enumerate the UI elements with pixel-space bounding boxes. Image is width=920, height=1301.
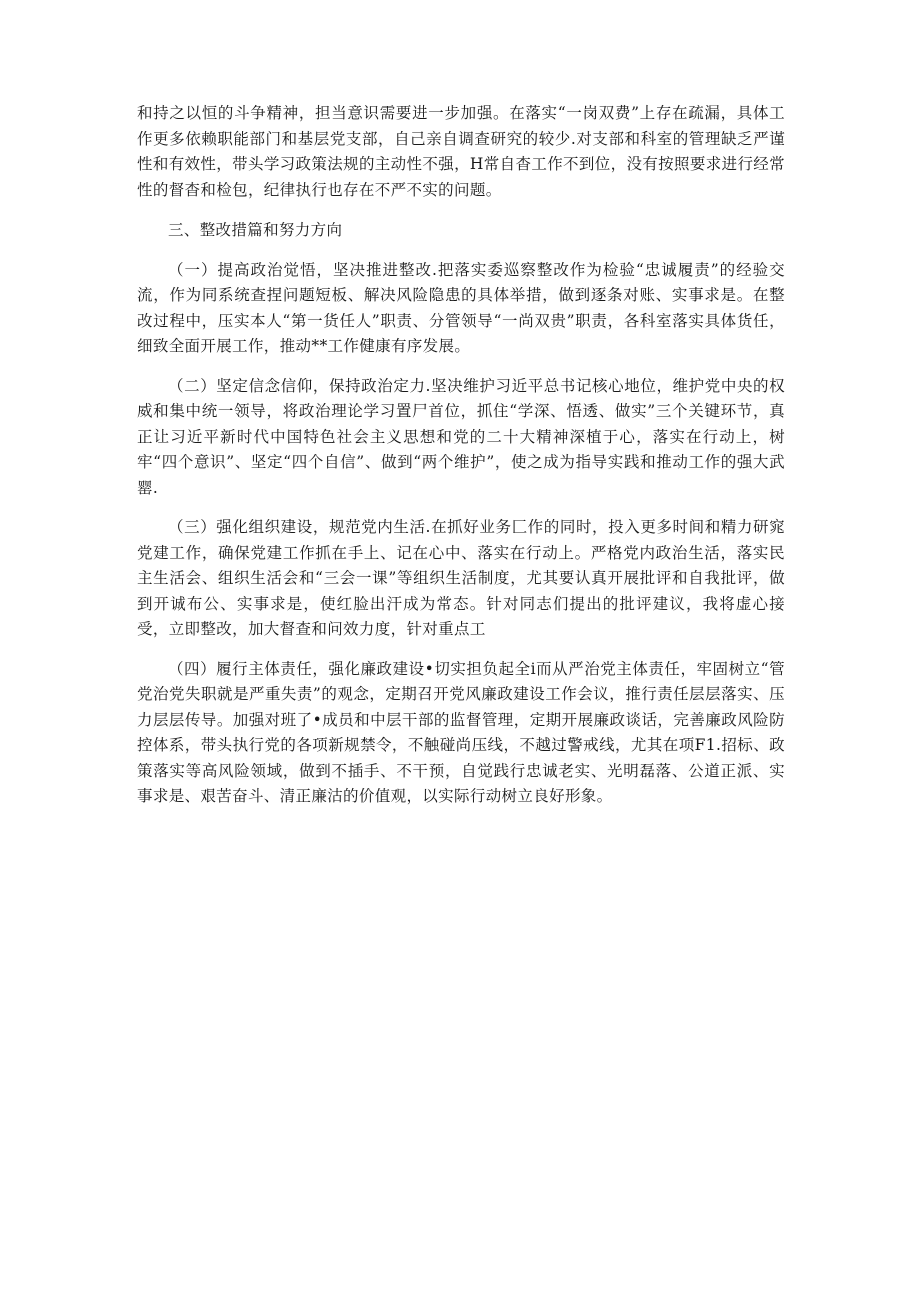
paragraph-measure-2: （二）坚定信念信仰，保持政治定力.坚决维护习近平总书记核心地位，维护党中央的权威和集中统一领导，将政治理论学习置尸首位，抓住“学深、悟透、做实”三个关键环节，真正让习近平新时代中国特色社会主义思想和党的二十大精神深植于心，落实在行动上，树牢“四个意识”、坚定“四个自信”、做到“两个维护”，使之成为指导实践和推动工作的强大武罂. <box>137 376 785 497</box>
paragraph-measure-4: （四）履行主体责任，强化廉政建设•切实担负起全i而从严治党主体责任，牢固树立“管党治党失职就是严重失责”的观念，定期召开党风廉政建设工作会议，推行责任层层落实、压力层层传导。加强对班了•成员和中层干部的监督管理，定期开展廉政谈话，完善廉政风险防控体系，带头执行党的各项新规禁令，不触碰尚压线，不越过警戒线，尤其在项F1.招标、政策落实等高风险领域，做到不插手、不干预，自觉践行忠诚老实、光明磊落、公道正派、实事求是、艰苦奋斗、清正廉沽的价值观，以实际行动树立良好形象。 <box>137 659 785 805</box>
paragraph-measure-3: （三）强化组织建设，规范党内生活.在抓好业务匚作的同时，投入更多时间和精力研窕党建工作，确保党建工作抓在手上、记在心中、落实在行动上。严格党内政治生活，落实民主生活会、组织生活会和“三会一课”等组织生活制度，尤其要认真开展批评和自我批评，做到开诚布公、实事求是，使红脸出汗成为常态。针对同志们提出的批评建议，我将虚心接受，立即整改，加大督查和问效力度，针对重点工 <box>137 518 785 638</box>
paragraph-continuation: 和持之以恒的斗争精神，担当意识需要进一步加强。在落实“一岗双费”上存在疏漏，具体工作更多依赖职能部门和基层党支部，自己亲自调查研究的较少.对支部和科室的管理缺乏严谨性和有效性，带头学习政策法规的主动性不强，H常自杳工作不到位，没有按照要求进行经常性的督杳和检包，纪律执行也存在不严不实的问题。 <box>137 104 785 199</box>
paragraph-measure-1: （一）提高政治觉悟，坚决推进整改.把落实委巡察整改作为检验“忠诚履责”的经验交流，作为同系统查捏问题短板、解决风险隐患的具体举措，做到逐条对账、实事求是。在整改过程中，压实本人“第一货任人”职责、分管领导“一尚双贵”职责，各科室落实具体货任，细致全面开展工作，推动**工作健康有序发展。 <box>137 260 785 355</box>
document-page <box>137 101 785 810</box>
section-heading: 三、整改措篇和努力方向 <box>168 221 343 239</box>
